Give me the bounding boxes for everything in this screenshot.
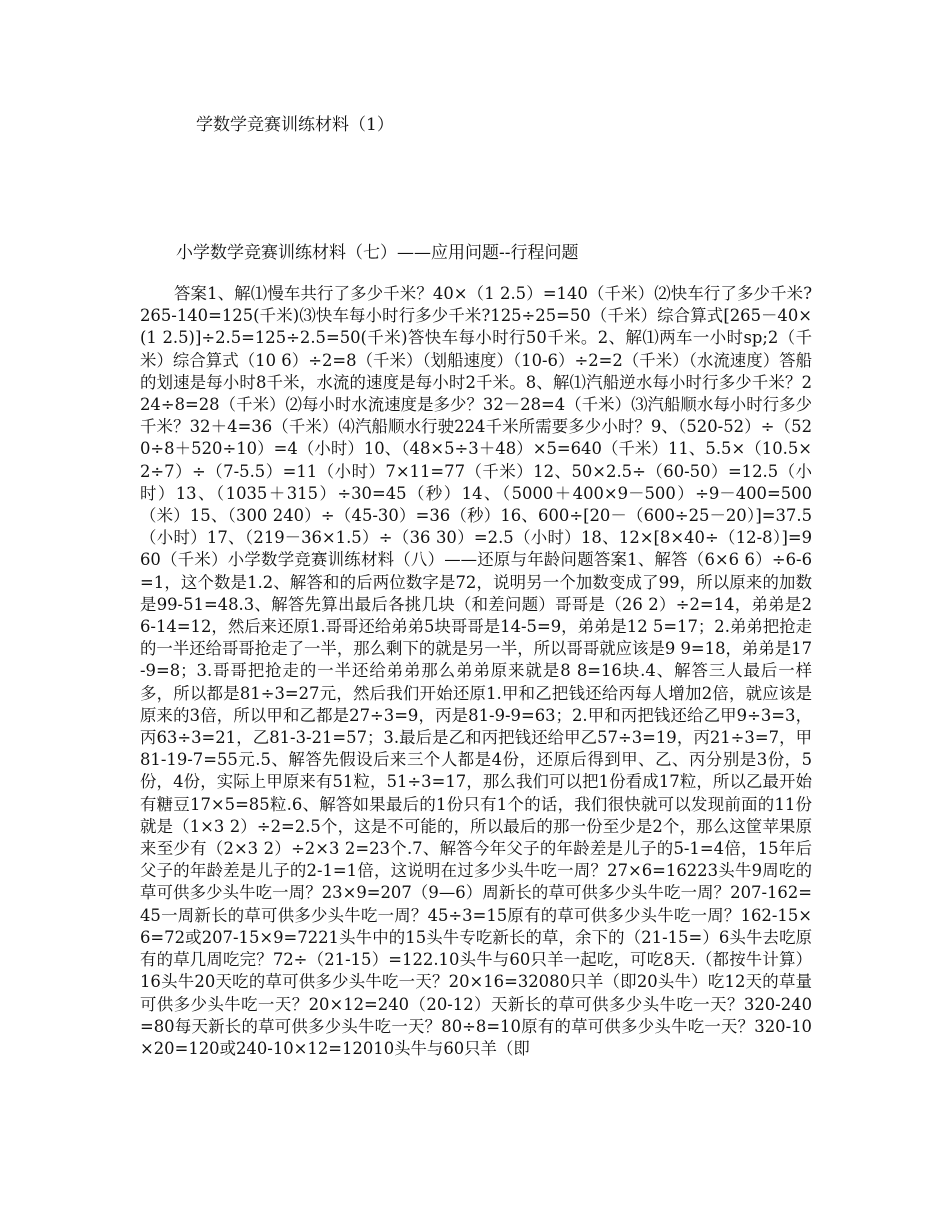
section-title: 小学数学竞赛训练材料（七）——应用问题--行程问题 bbox=[176, 243, 579, 263]
body-paragraph: 答案1、解⑴慢车共行了多少千米？40×（1 2.5）=140（千米）⑵快车行了多少千米?265-140=125(千米)⑶快车每小时行多少千米?125÷25=50（千米）综合算式[265－40×(1 2.5)]÷2.5=125÷2.5=50(千米)答快车每小时行50千米。2、解⑴两车一小时sp;2（千米）综合算式（10 6）÷2=8（千米）（划船速度）（10-6）÷2=2（千米）（水流速度）答船的划速是每小时8千米，水流的速度是每小时2千米。8、解⑴汽船逆水每小时行多少千米？224÷8=28（千米）⑵每小时水流速度是多少？32－28=4（千米）⑶汽船顺水每小时行多少千米？32＋4=36（千米）⑷汽船顺水行驶224千米所需要多少小时？9、（520-52）÷（520÷8＋520÷10）=4（小时）10、（48×5÷3＋48）×5=640（千米）11、5.5×（10.5×2÷7）÷（7-5.5）=11（小时）7×11=77（千米）12、50×2.5÷（60-50）=12.5（小时）13、（1035＋315）÷30=45（秒）14、（5000＋400×9－500）÷9－400=500（米）15、（300 240）÷（45-30）=36（秒）16、600÷[20－（600÷25－20）]=37.5（小时）17、（219－36×1.5）÷（36 30）=2.5（小时）18、12×[8×40÷（12-8）]=960（千米）小学数学竞赛训练材料（八）——还原与年龄问题答案1、解答（6×6 6）÷6-6=1，这个数是1.2、解答和的后两位数字是72，说明另一个加数变成了99，所以原来的加数是99-51=48.3、解答先算出最后各挑几块（和差问题）哥哥是（26 2）÷2=14，弟弟是26-14=12，然后来还原1.哥哥还给弟弟5块哥哥是14-5=9，弟弟是12 5=17；2.弟弟把抢走的一半还给哥哥抢走了一半，那么剩下的就是另一半，所以哥哥就应该是9 9=18，弟弟是17-9=8；3.哥哥把抢走的一半还给弟弟那么弟弟原来就是8 8=16块.4、解答三人最后一样多，所以都是81÷3=27元，然后我们开始还原1.甲和乙把钱还给丙每人增加2倍，就应该是原来的3倍，所以甲和乙都是27÷3=9，丙是81-9-9=63；2.甲和丙把钱还给乙甲9÷3=3，丙63÷3=21，乙81-3-21=57；3.最后是乙和丙把钱还给甲乙57÷3=19，丙21÷3=7，甲81-19-7=55元.5、解答先假设后来三个人都是4份，还原后得到甲、乙、丙分别是3份，5份，4份，实际上甲原来有51粒，51÷3=17，那么我们可以把1份看成17粒，所以乙最开始有糖豆17×5=85粒.6、解答如果最后的1份只有1个的话，我们很快就可以发现前面的11份就是（1×3 2）÷2=2.5个，这是不可能的，所以最后的那一份至少是2个，那么这筐苹果原来至少有（2×3 2）÷2×3 2=23个.7、解答今年父子的年龄差是儿子的5-1=4倍，15年后父子的年龄差是儿子的2-1=1倍，这说明在过多少头牛吃一周？27×6=16223头牛9周吃的草可供多少头牛吃一周？23×9=207（9—6）周新长的草可供多少头牛吃一周？207-162=45一周新长的草可供多少头牛吃一周？45÷3=15原有的草可供多少头牛吃一周？162-15×6=72或207-15×9=7221头牛中的15头牛专吃新长的草，余下的（21-15=）6头牛去吃原有的草几周吃完？72÷（21-15）=122.10头牛与60只羊一起吃，可吃8天.（都按牛计算）16头牛20天吃的草可供多少头牛吃一天？20×16=32080只羊（即20头牛）吃12天的草量可供多少头牛吃一天？20×12=240（20-12）天新长的草可供多少头牛吃一天？320-240=80每天新长的草可供多少头牛吃一天？80÷8=10原有的草可供多少头牛吃一天？320-10×20=120或240-10×12=12010头牛与60只羊（即 bbox=[140, 284, 812, 1058]
document-title: 学数学竞赛训练材料（1） bbox=[196, 115, 394, 135]
